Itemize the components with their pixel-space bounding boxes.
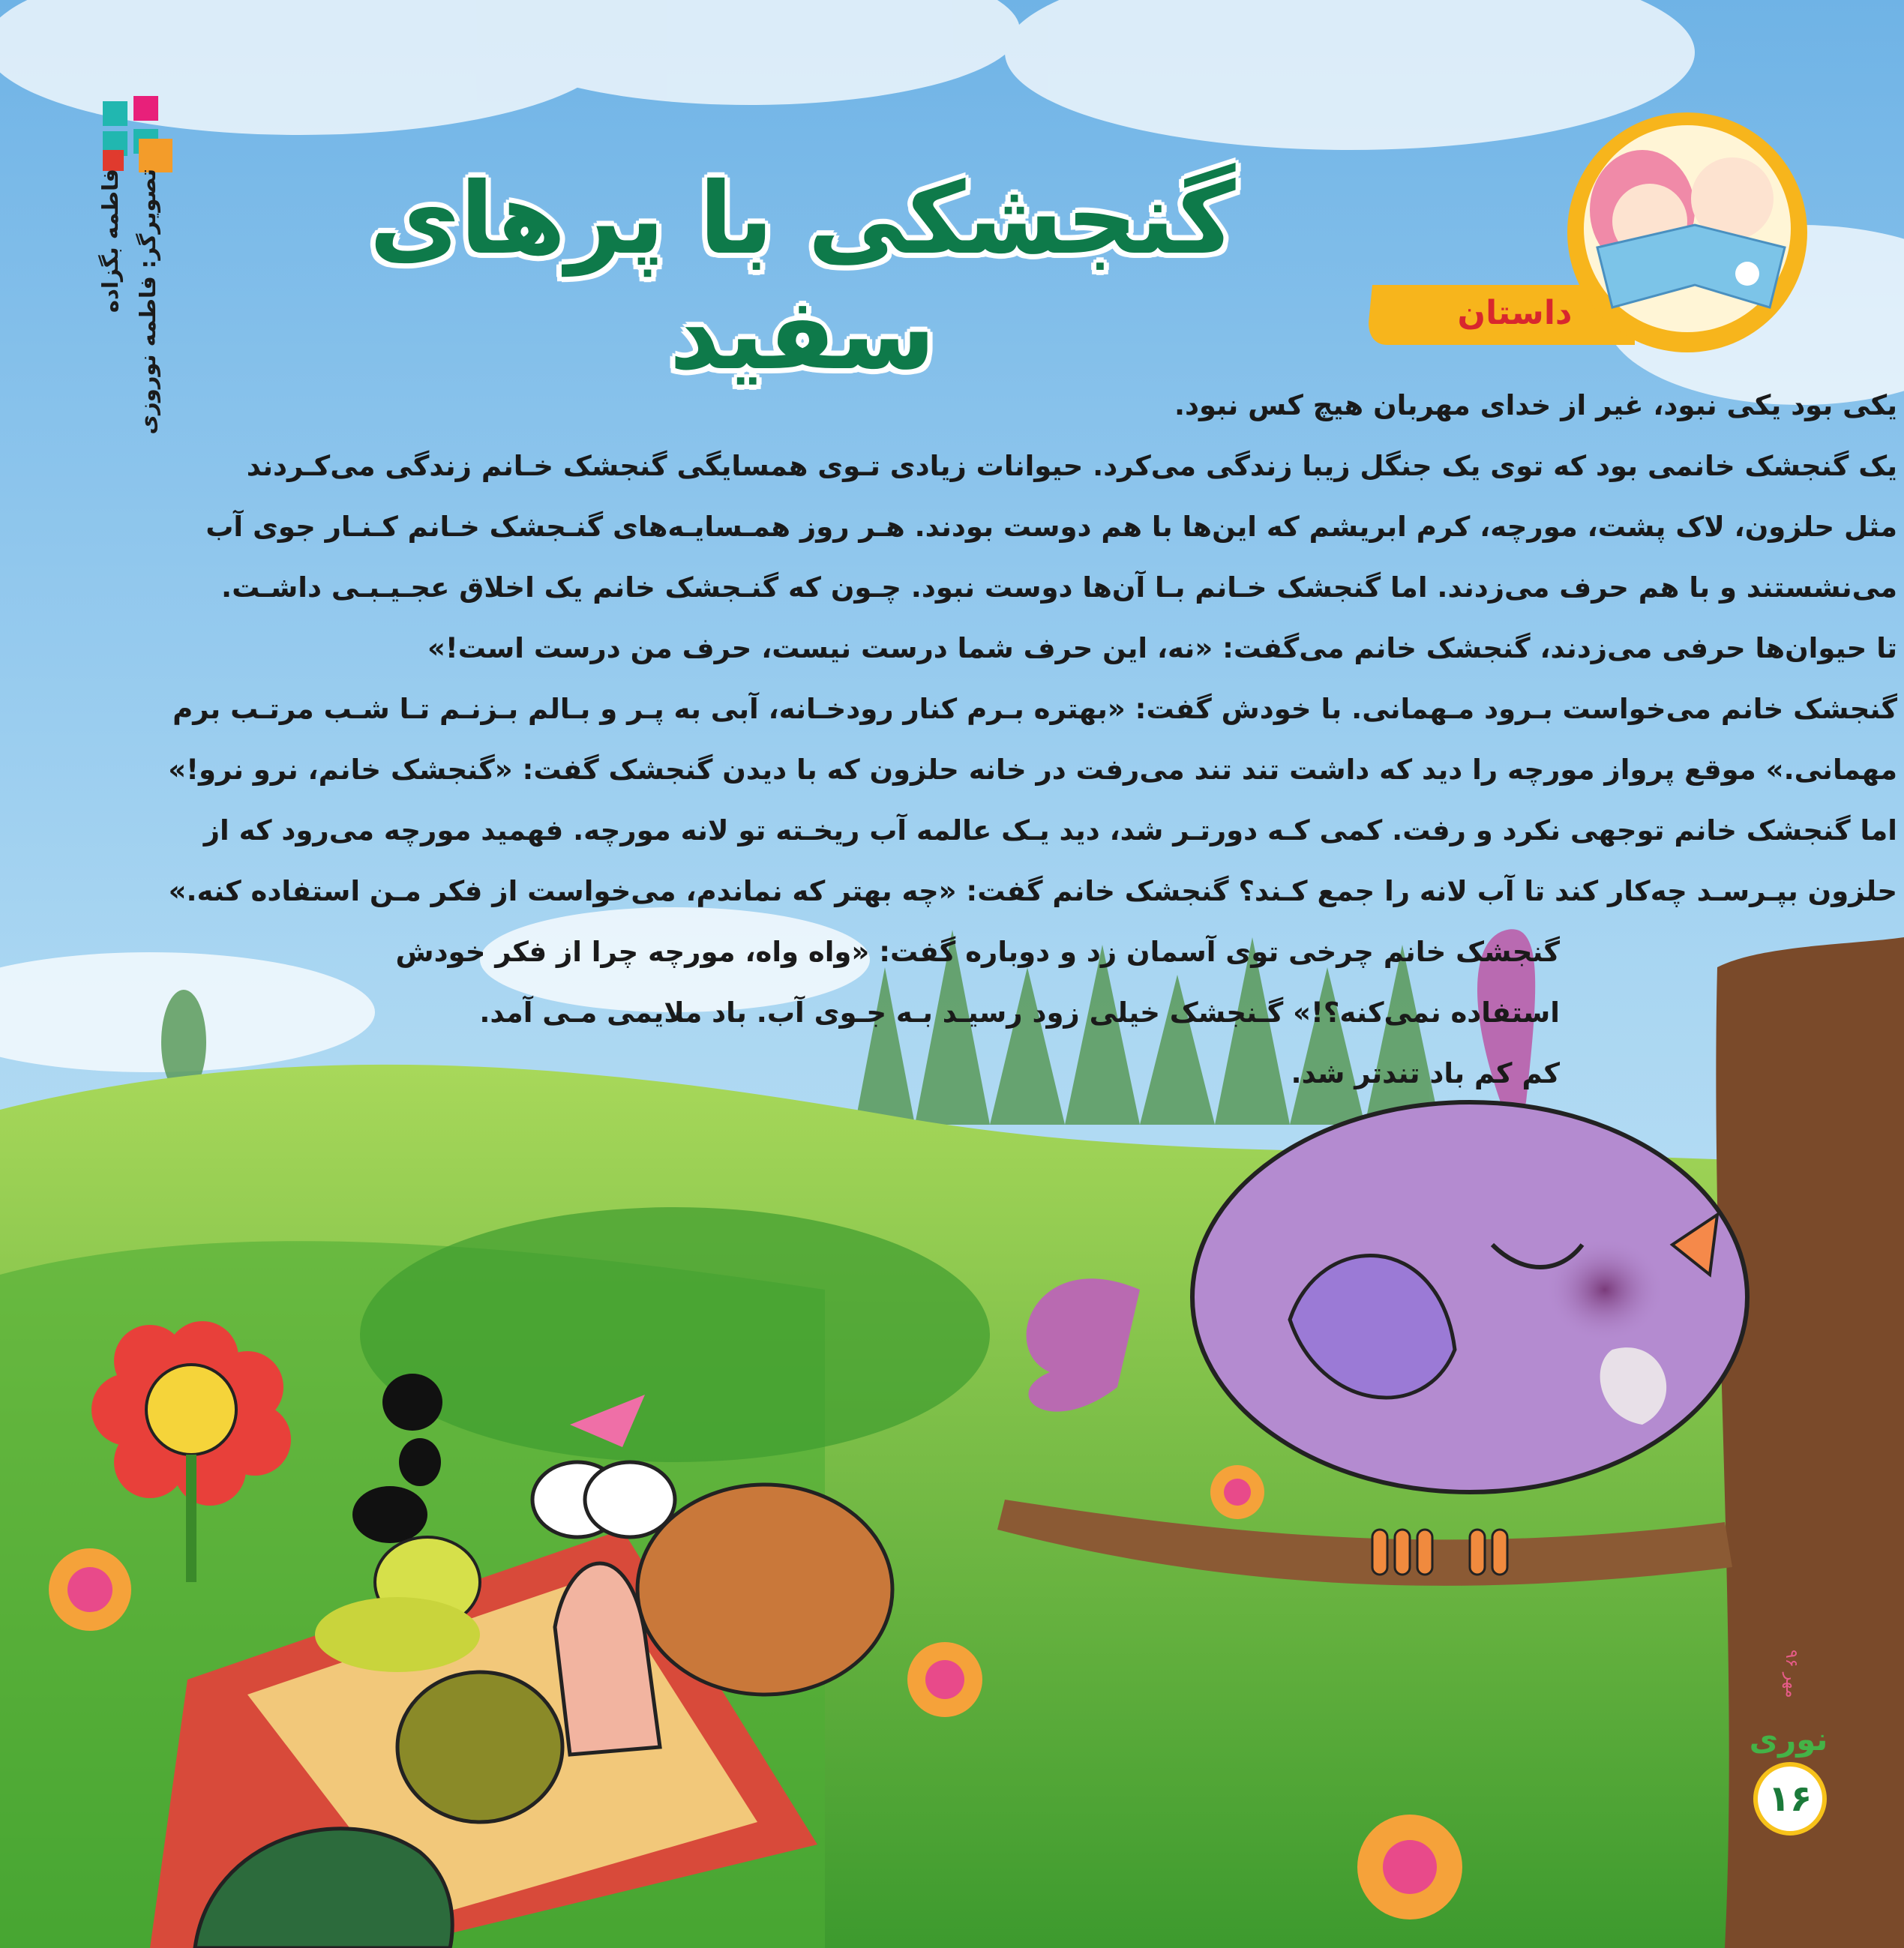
story-line: مثل حلزون، لاک پشت، مورچه، کرم ابریشم که این‌ها با هم دوست بودند. هـر روز همـسایـه‌های گنـجشک خـانم کـنـار جوی آب (205, 511, 1897, 543)
section-label: داستان (1457, 294, 1573, 332)
story-line: حلزون بپـرسـد چه‌کار کند تا آب لانه را جمع کـند؟ گنجشک خانم گفت: «چه بهتر که نماندم، می‌خواست از فکر مـن استفاده کنه.» (168, 875, 1897, 907)
magazine-logo: نوری (1749, 1721, 1828, 1758)
author-credit: فاطمه بگزاده (97, 169, 123, 313)
issue-date: مهر ۹۶ (1782, 1650, 1801, 1698)
story-line: گنجشک خانم می‌خواست بـرود مـهمانی. با خودش گفت: «بهتره بـرم کنار رودخـانه، آبی به پـر و بـالم بـزنـم تـا شـب مرتـب برم (172, 693, 1897, 725)
page-number: ۱۶ (1753, 1762, 1827, 1836)
illustrator-credit: تصویرگر: فاطمه نوروزی (135, 169, 160, 435)
story-line: تا حیوان‌ها حرفی می‌زدند، گنجشک خانم می‌گفت: «نه، این حرف شما درست نیست، حرف من درست است!» (427, 632, 1897, 664)
story-line: استفاده نمی‌کنه؟!» گـنجشک خیلی زود رسیـد بـه جـوی آب. باد ملایمی مـی آمد. (479, 996, 1560, 1029)
story-line: یک گنجشک خانمی بود که توی یک جنگل زیبا زندگی می‌کرد. حیوانات زیادی تـوی همسایگی گنجشک خـانم زندگی می‌کـردند (246, 450, 1897, 482)
story-line: یکی بود یکی نبود، غیر از خدای مهربان هیچ کس نبود. (1174, 389, 1897, 421)
story-line: گنجشک خانم چرخی توی آسمان زد و دوباره گفت: «واه واه، مورچه چرا از فکر خودش (395, 936, 1560, 968)
story-line: اما گنجشک خانم توجهی نکرد و رفت. کمی کـه دورتـر شد، دید یـک عالمه آب ریخـته تو لانه مورچه. فهمید مورچه می‌رود که از (203, 814, 1897, 847)
page-title: گنجشکی با پرهای سفید (369, 161, 1236, 392)
story-line: مهمانی.» موقع پرواز مورچه را دید که داشت تند تند می‌رفت در خانه حلزون که با دیدن گنجشک گفت: «گنجشک خانم، نرو نرو!» (168, 754, 1897, 786)
story-line: کم کم باد تندتر شد. (1291, 1057, 1560, 1089)
story-line: می‌نشستند و با هم حرف می‌زدند. اما گنجشک خـانم بـا آن‌ها دوست نبود. چـون که گنـجشک خانم یک اخلاق عجـیـبـی داشـت. (221, 571, 1897, 604)
story-text (97, 375, 1897, 1104)
